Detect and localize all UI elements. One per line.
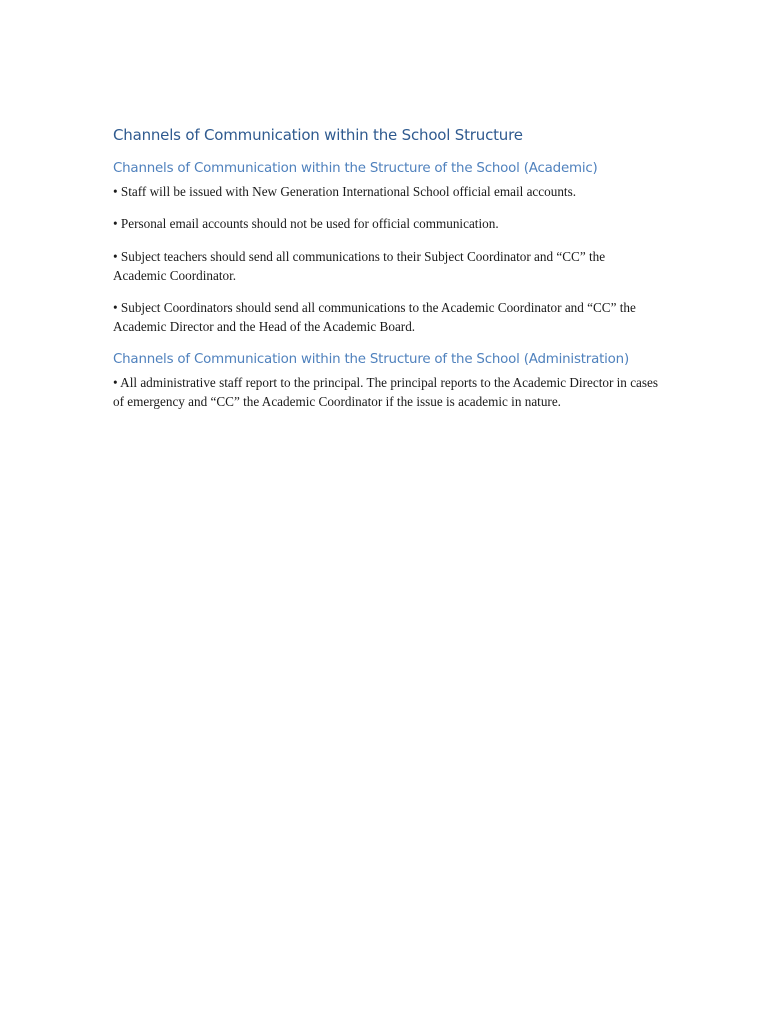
document-body <box>113 124 658 411</box>
section-heading: Channels of Communication within the Structure of the School (Academic) <box>113 161 598 176</box>
bullet-paragraph: • All administrative staff report to the principal. The principal reports to the Academic Director in cases of emergency and “CC” the Academic Coordinator if the issue is academic in nature. <box>113 374 659 410</box>
bullet-paragraph: • Subject teachers should send all communications to their Subject Coordinator and “CC” the Academic Coordinator. <box>113 248 606 283</box>
section-administration <box>113 350 658 412</box>
bullet-paragraph: • Personal email accounts should not be used for official communication. <box>113 216 499 232</box>
section-academic <box>113 159 658 337</box>
section-heading: Channels of Communication within the Structure of the School (Administration) <box>113 351 629 367</box>
bullet-paragraph: • Staff will be issued with New Generation International School official email accounts. <box>113 184 577 199</box>
document-title: Channels of Communication within the School Structure <box>113 126 523 144</box>
bullet-paragraph: • Subject Coordinators should send all communications to the Academic Coordinator and “CC” the Academic Director and the Head of the Academic Board. <box>113 300 636 335</box>
